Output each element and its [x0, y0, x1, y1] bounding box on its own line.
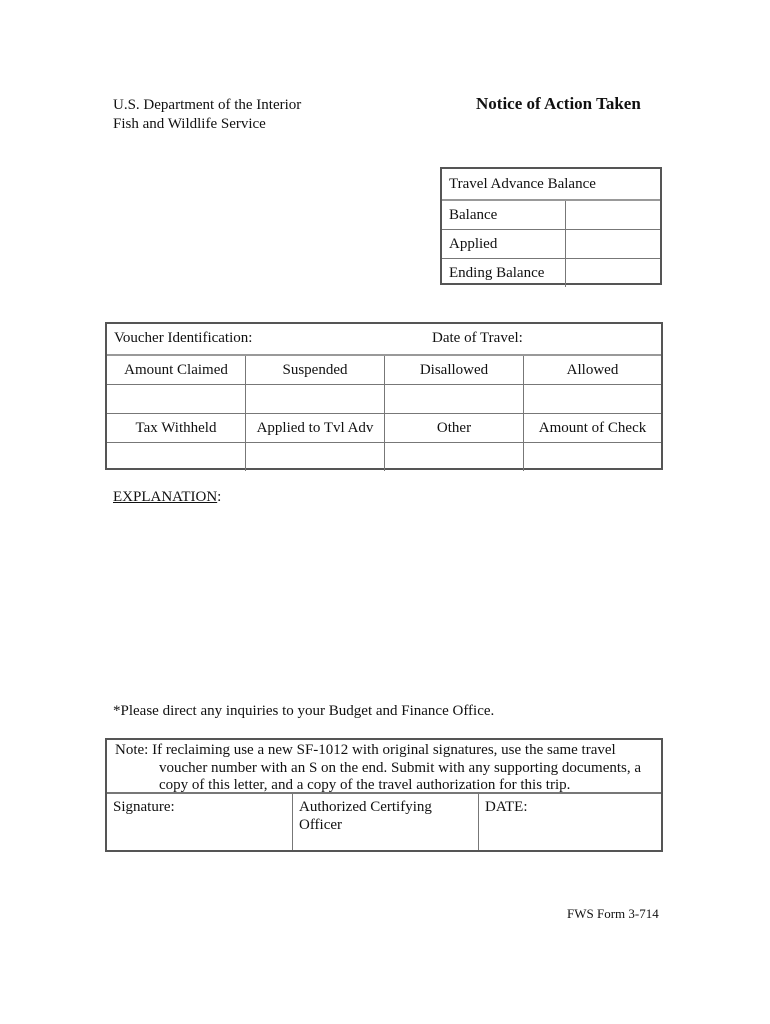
voucher-id-label: Voucher Identification:: [114, 330, 253, 346]
certifying-officer-label-1: Authorized Certifying: [299, 799, 432, 815]
travel-advance-row: [442, 258, 660, 287]
travel-advance-row: [442, 229, 660, 258]
voucher-grid: [107, 356, 661, 471]
other-header: Other: [385, 414, 524, 443]
signature-field[interactable]: [107, 794, 293, 850]
balance-field[interactable]: [566, 201, 660, 229]
note-signature-box: [105, 738, 663, 852]
date-field[interactable]: [479, 794, 661, 850]
tax-withheld-header: Tax Withheld: [107, 414, 246, 443]
allowed-field[interactable]: [524, 385, 661, 414]
explanation-heading: EXPLANATION: [113, 489, 218, 505]
disallowed-field[interactable]: [385, 385, 524, 414]
disallowed-header: Disallowed: [385, 356, 524, 385]
page-title: Notice of Action Taken: [476, 94, 641, 113]
suspended-field[interactable]: [246, 385, 385, 414]
balance-label: Balance: [442, 201, 566, 229]
signature-row: [107, 794, 661, 850]
signature-label: Signature:: [113, 799, 175, 815]
amount-claimed-field[interactable]: [107, 385, 246, 414]
amount-of-check-header: Amount of Check: [524, 414, 661, 443]
amount-claimed-header: Amount Claimed: [107, 356, 246, 385]
ending-balance-field[interactable]: [566, 259, 660, 287]
amount-of-check-field[interactable]: [524, 443, 661, 471]
certifying-officer-field[interactable]: [293, 794, 479, 850]
ending-balance-label: Ending Balance: [442, 259, 566, 287]
tax-withheld-field[interactable]: [107, 443, 246, 471]
travel-advance-row: [442, 201, 660, 229]
form-number: FWS Form 3-714: [567, 906, 659, 921]
note-line-2: voucher number with an S on the end. Submit with any supporting documents, a: [159, 759, 642, 776]
agency-name: U.S. Department of the Interior: [113, 97, 302, 113]
note-line-1: Note: If reclaiming use a new SF-1012 with original signatures, use the same travel: [115, 742, 616, 758]
applied-to-tvl-adv-field[interactable]: [246, 443, 385, 471]
certifying-officer-label-2: Officer: [299, 817, 343, 833]
note-line-3: copy of this letter, and a copy of the travel authorization for this trip.: [159, 777, 571, 793]
agency-subname: Fish and Wildlife Service: [113, 116, 266, 132]
travel-advance-table: [440, 167, 662, 285]
date-label: DATE:: [485, 799, 528, 815]
suspended-header: Suspended: [246, 356, 385, 385]
explanation-colon: :: [217, 489, 222, 505]
explanation-text-area[interactable]: [113, 515, 663, 690]
voucher-table: [105, 322, 663, 470]
explanation-label: [113, 489, 221, 506]
voucher-header-row: [107, 324, 661, 356]
allowed-header: Allowed: [524, 356, 661, 385]
applied-field[interactable]: [566, 230, 660, 258]
applied-label: Applied: [442, 230, 566, 258]
other-field[interactable]: [385, 443, 524, 471]
applied-to-tvl-adv-header: Applied to Tvl Adv: [246, 414, 385, 443]
inquiry-note: *Please direct any inquiries to your Budget and Finance Office.: [113, 703, 495, 719]
travel-advance-heading: Travel Advance Balance: [442, 169, 660, 201]
date-of-travel-label: Date of Travel:: [432, 330, 523, 346]
reclaim-note: [107, 740, 661, 794]
agency-block: [113, 96, 301, 134]
